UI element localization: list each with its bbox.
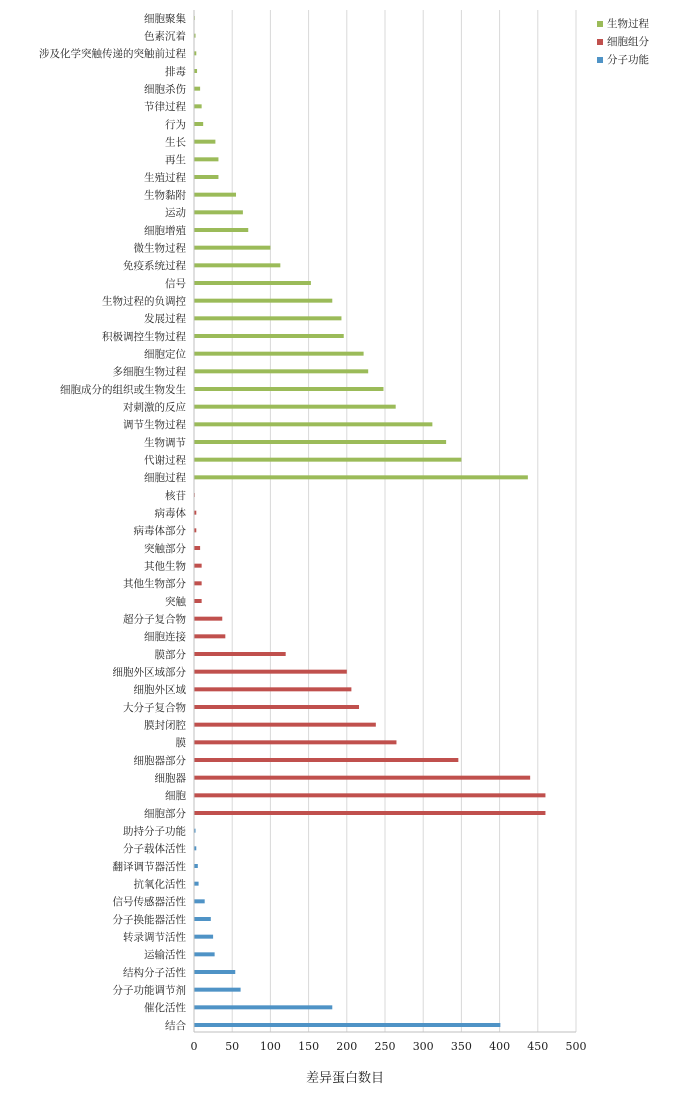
category-label: 结构分子活性 <box>123 966 186 979</box>
category-label: 细胞外区域 <box>133 684 186 697</box>
bar <box>194 87 200 91</box>
category-label: 细胞器 <box>154 772 186 785</box>
category-label: 生物调节 <box>144 436 186 449</box>
bar <box>194 1005 332 1009</box>
category-label: 信号传感器活性 <box>112 896 186 909</box>
bar <box>194 193 236 197</box>
bar <box>194 564 202 568</box>
bar <box>194 299 332 303</box>
category-label: 其他生物部分 <box>123 578 186 591</box>
bar <box>194 369 368 373</box>
bar <box>194 581 202 585</box>
x-tick-label: 250 <box>374 1040 396 1053</box>
x-tick-label: 400 <box>489 1040 511 1053</box>
category-label: 生物黏附 <box>144 189 186 202</box>
bar <box>194 246 270 250</box>
category-label: 多细胞生物过程 <box>112 366 186 379</box>
category-label: 膜封闭腔 <box>144 719 186 732</box>
legend-swatch <box>597 21 603 27</box>
legend-label: 分子功能 <box>607 54 649 66</box>
category-label: 病毒体部分 <box>133 525 186 538</box>
bar <box>194 899 205 903</box>
bar <box>194 758 458 762</box>
legend-label: 细胞组分 <box>607 36 649 48</box>
category-label: 细胞器部分 <box>133 754 186 767</box>
category-labels <box>39 12 187 1032</box>
bar <box>194 263 280 267</box>
category-label: 结合 <box>165 1019 186 1032</box>
bar <box>194 811 545 815</box>
bar <box>194 405 396 409</box>
x-tick-label: 450 <box>527 1040 549 1053</box>
category-label: 代谢过程 <box>144 454 186 467</box>
category-label: 细胞过程 <box>144 472 186 485</box>
x-tick-label: 50 <box>225 1040 240 1053</box>
category-label: 信号 <box>165 277 186 290</box>
grid-lines <box>232 10 576 1032</box>
category-label: 微生物过程 <box>133 242 186 255</box>
x-tick-label: 100 <box>259 1040 281 1053</box>
x-axis-title: 差异蛋白数目 <box>305 1071 385 1086</box>
category-label: 对刺激的反应 <box>123 401 186 414</box>
category-label: 运输活性 <box>144 949 186 962</box>
category-label: 节律过程 <box>144 101 186 114</box>
bar <box>194 952 215 956</box>
bar <box>194 157 218 161</box>
x-tick-label: 350 <box>450 1040 472 1053</box>
category-label: 细胞连接 <box>144 631 186 644</box>
category-label: 细胞聚集 <box>144 12 186 25</box>
x-tick-label: 500 <box>565 1040 587 1053</box>
bar <box>194 458 461 462</box>
x-tick-label: 150 <box>298 1040 320 1053</box>
bar <box>194 316 341 320</box>
bar <box>194 988 241 992</box>
bar <box>194 705 359 709</box>
bar <box>194 281 311 285</box>
category-label: 分子功能调节剂 <box>112 984 186 997</box>
category-label: 发展过程 <box>144 313 186 326</box>
category-label: 排毒 <box>165 65 186 78</box>
bar <box>194 387 383 391</box>
category-label: 细胞增殖 <box>144 224 186 237</box>
category-label: 病毒体 <box>154 507 186 520</box>
category-label: 膜 <box>175 737 186 750</box>
bar <box>194 228 248 232</box>
category-label: 生长 <box>165 136 186 149</box>
bar <box>194 140 215 144</box>
bar <box>194 104 202 108</box>
bar <box>194 175 218 179</box>
bar <box>194 1023 500 1027</box>
bar <box>194 652 286 656</box>
bar <box>194 917 211 921</box>
category-label: 膜部分 <box>154 648 186 661</box>
category-label: 细胞成分的组织或生物发生 <box>60 383 186 396</box>
category-label: 积极调控生物过程 <box>102 330 186 343</box>
category-label: 转录调节活性 <box>123 931 186 944</box>
bar <box>194 422 432 426</box>
category-label: 细胞部分 <box>144 807 186 820</box>
category-label: 突触部分 <box>144 542 186 555</box>
category-label: 行为 <box>165 118 186 131</box>
category-label: 催化活性 <box>144 1002 186 1015</box>
bar <box>194 475 528 479</box>
bar <box>194 864 198 868</box>
category-label: 生殖过程 <box>144 171 186 184</box>
bar <box>194 687 351 691</box>
category-label: 助持分子功能 <box>123 825 186 838</box>
category-label: 抗氧化活性 <box>133 878 186 891</box>
bar <box>194 670 347 674</box>
bar <box>194 617 222 621</box>
category-label: 涉及化学突触传递的突触前过程 <box>39 48 186 61</box>
category-label: 免疫系统过程 <box>123 260 186 273</box>
category-label: 色素沉着 <box>144 30 186 43</box>
category-label: 细胞 <box>165 790 186 803</box>
category-label: 调节生物过程 <box>123 419 186 432</box>
category-label: 翻译调节器活性 <box>112 860 186 873</box>
bar <box>194 793 545 797</box>
legend <box>597 17 649 66</box>
bar <box>194 723 376 727</box>
x-tick-label: 200 <box>336 1040 358 1053</box>
bar <box>194 546 200 550</box>
x-axis-ticks <box>191 1040 587 1053</box>
bar <box>194 740 396 744</box>
category-label: 其他生物 <box>144 560 186 573</box>
bar <box>194 970 235 974</box>
category-label: 细胞定位 <box>144 348 186 361</box>
bar <box>194 210 243 214</box>
bar <box>194 882 199 886</box>
bars <box>194 16 545 1027</box>
bar <box>194 599 202 603</box>
legend-swatch <box>597 39 603 45</box>
bar <box>194 334 344 338</box>
bar <box>194 352 364 356</box>
legend-swatch <box>597 57 603 63</box>
legend-label: 生物过程 <box>607 18 649 30</box>
category-label: 分子载体活性 <box>123 843 186 856</box>
bar <box>194 776 530 780</box>
category-label: 细胞杀伤 <box>144 83 186 96</box>
x-tick-label: 300 <box>412 1040 434 1053</box>
x-tick-label: 0 <box>190 1040 198 1053</box>
category-label: 大分子复合物 <box>123 701 186 714</box>
bar <box>194 440 446 444</box>
category-label: 核苷 <box>165 489 186 502</box>
category-label: 分子换能器活性 <box>112 913 186 926</box>
category-label: 再生 <box>165 154 186 167</box>
category-label: 突触 <box>165 595 186 608</box>
bar <box>194 122 203 126</box>
category-label: 超分子复合物 <box>123 613 186 626</box>
bar <box>194 634 225 638</box>
category-label: 运动 <box>165 207 186 220</box>
category-label: 生物过程的负调控 <box>102 295 186 308</box>
category-label: 细胞外区域部分 <box>112 666 186 679</box>
bar <box>194 935 213 939</box>
